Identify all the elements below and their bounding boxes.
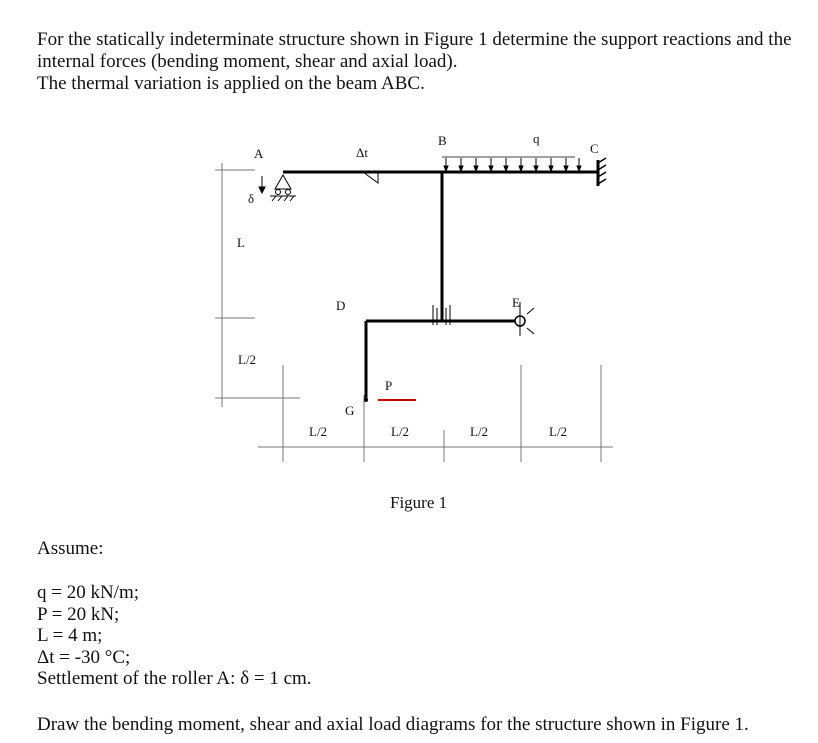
label-e: E (512, 295, 520, 310)
assumption-l: L = 4 m; (37, 625, 103, 646)
settlement-arrow (259, 176, 265, 193)
figure-caption: Figure 1 (390, 493, 448, 512)
label-c: C (590, 141, 599, 156)
dim-label-h1: L/2 (309, 424, 328, 439)
label-d: D (336, 298, 346, 313)
final-instruction: Draw the bending moment, shear and axial load diagrams for the structure shown in Figure 1. (37, 714, 749, 735)
assume-title: Assume: (37, 538, 104, 559)
dim-label-l: L (237, 235, 245, 250)
assumption-q: q = 20 kN/m; (37, 582, 140, 603)
label-g: G (345, 403, 355, 418)
label-a: A (254, 146, 264, 161)
intro-line-1: For the statically indeterminate structure shown in Figure 1 determine the support reactions and the (37, 29, 792, 50)
dimension-lines (215, 163, 613, 462)
assumption-p: P = 20 kN; (37, 603, 120, 625)
label-q: q (533, 131, 540, 146)
intro-line-3: The thermal variation is applied on the beam ABC. (37, 73, 425, 94)
frame-members (283, 172, 598, 400)
dim-label-h2: L/2 (391, 424, 410, 439)
label-delta: δ (248, 191, 255, 206)
dim-label-h4: L/2 (549, 424, 568, 439)
label-b: B (438, 133, 447, 148)
roller-support-a (270, 175, 296, 201)
hinge-g (364, 398, 368, 402)
assumptions-list (37, 582, 312, 690)
dim-label-h3: L/2 (470, 424, 489, 439)
assumption-settlement: Settlement of the roller A: δ = 1 cm. (37, 668, 312, 689)
label-delta-t: Δt (356, 145, 368, 160)
thermal-marker (363, 172, 378, 183)
distributed-load-q (442, 157, 581, 171)
assumption-delta-t: Δt = -30 °C; (37, 646, 131, 668)
fixed-support-c (598, 158, 606, 186)
intro-line-2: internal forces (bending moment, shear and axial load). (37, 51, 458, 72)
label-p: P (385, 378, 393, 393)
dim-label-l-half-vertical: L/2 (238, 352, 257, 367)
